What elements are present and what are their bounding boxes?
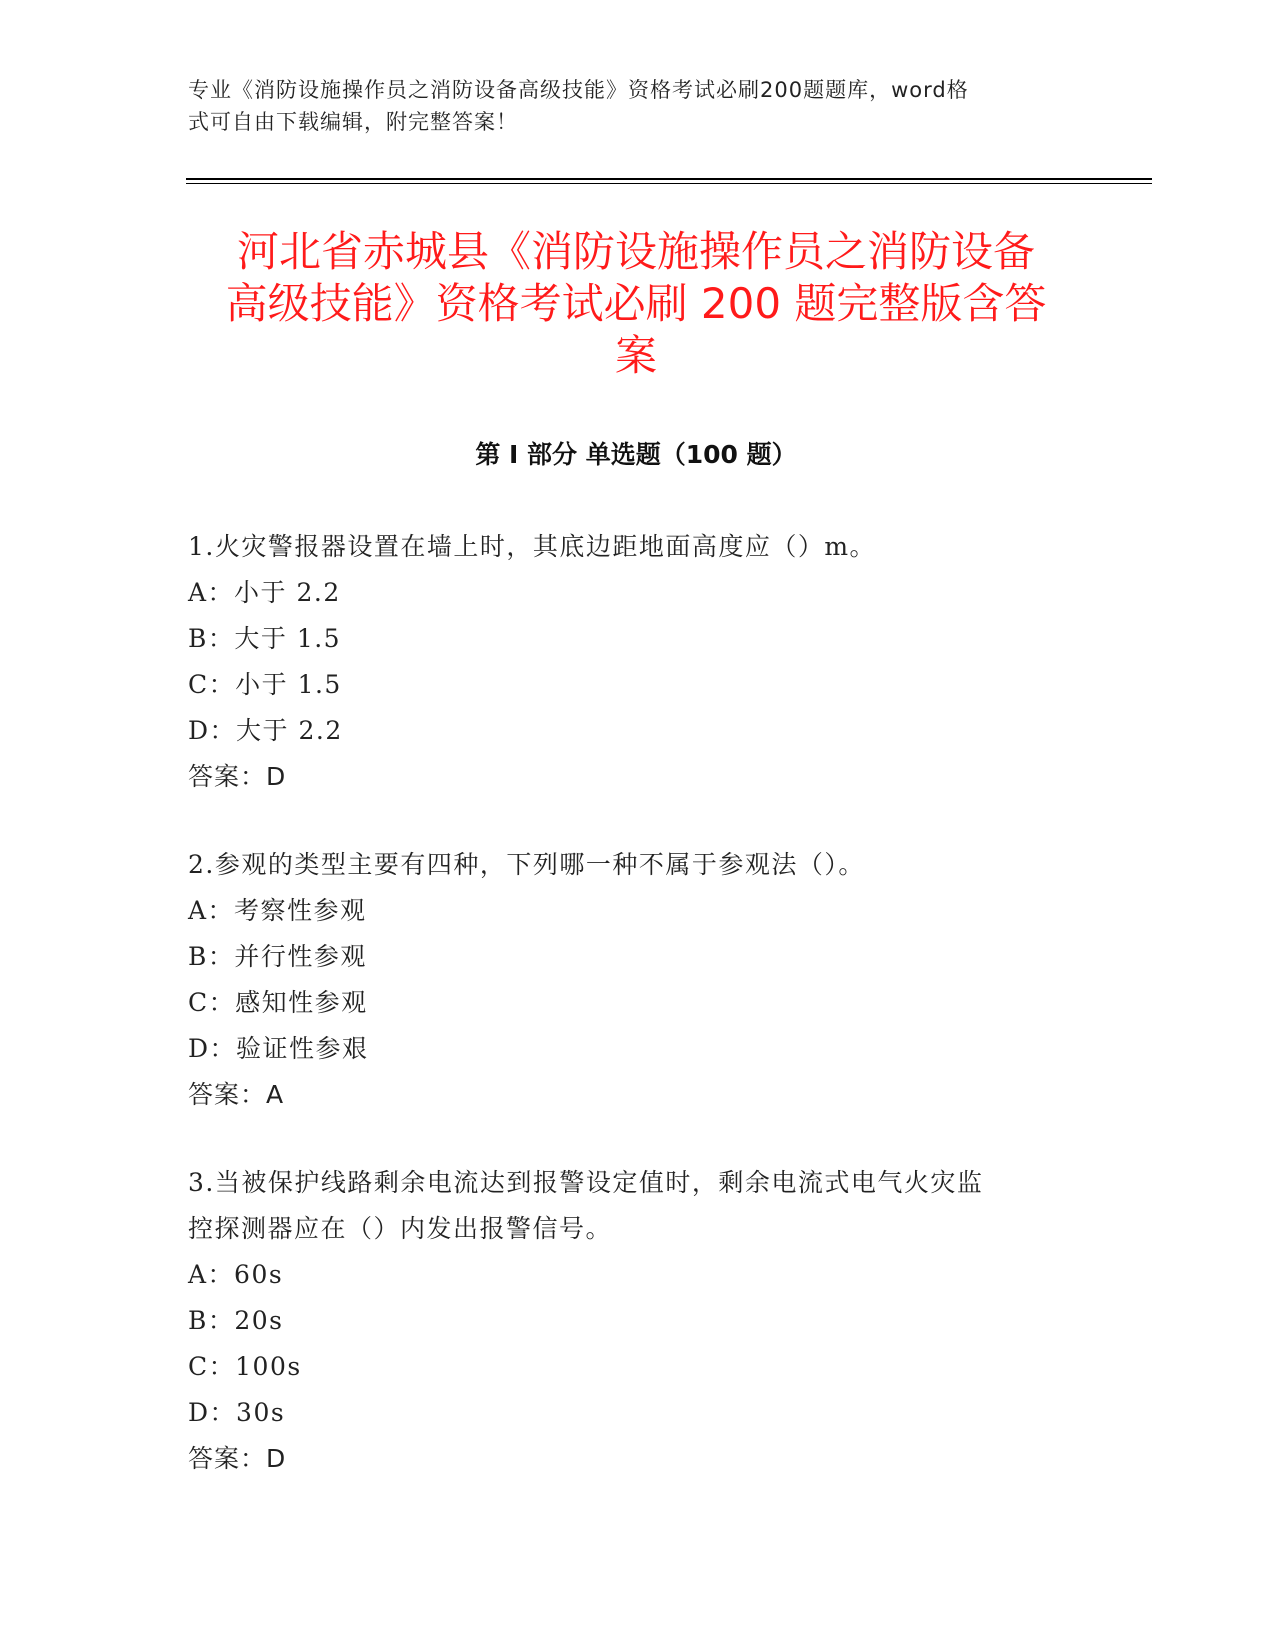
header-note-line-2: 式可自由下载编辑，附完整答案！ (188, 110, 518, 134)
question-3 (188, 1160, 1068, 1482)
option-c: C：小于 1.5 (188, 670, 342, 699)
option-b: B：并行性参观 (188, 942, 367, 971)
question-stem-line-2: 控探测器应在（）内发出报警信号。 (188, 1214, 613, 1243)
option-a: A：60s (188, 1260, 284, 1289)
header-divider-thick (186, 178, 1152, 180)
option-b: B：大于 1.5 (188, 624, 342, 653)
question-stem-line-1: 3.当被保护线路剩余电流达到报警设定值时，剩余电流式电气火灾监 (188, 1168, 984, 1197)
option-d: D：验证性参艰 (188, 1034, 369, 1063)
question-stem: 2.参观的类型主要有四种，下列哪一种不属于参观法（）。 (188, 850, 865, 879)
option-a: A：考察性参观 (188, 896, 367, 925)
document-title-line-3: 案 (614, 331, 657, 380)
option-a: A：小于 2.2 (188, 578, 341, 607)
answer: 答案：D (188, 762, 287, 791)
header-note (188, 74, 1068, 138)
question-stem: 1.火灾警报器设置在墙上时，其底边距地面高度应（）m。 (188, 532, 877, 561)
header-note-line-1: 专业《消防设施操作员之消防设备高级技能》资格考试必刷200题题库，word格 (188, 78, 969, 102)
question-1 (188, 524, 1068, 800)
option-c: C：100s (188, 1352, 302, 1381)
option-b: B：20s (188, 1306, 284, 1335)
section-title: 第 I 部分 单选题（100 题） (475, 440, 797, 469)
answer: 答案：D (188, 1444, 287, 1473)
option-d: D：大于 2.2 (188, 716, 343, 745)
answer: 答案：A (188, 1080, 285, 1109)
document-title-line-1: 河北省赤城县《消防设施操作员之消防设备 (236, 227, 1035, 276)
document-title (186, 226, 1086, 382)
option-c: C：感知性参观 (188, 988, 368, 1017)
header-divider-thin (186, 183, 1152, 184)
document-title-line-2: 高级技能》资格考试必刷 200 题完整版含答 (225, 279, 1047, 328)
question-2 (188, 842, 1068, 1118)
option-d: D：30s (188, 1398, 286, 1427)
